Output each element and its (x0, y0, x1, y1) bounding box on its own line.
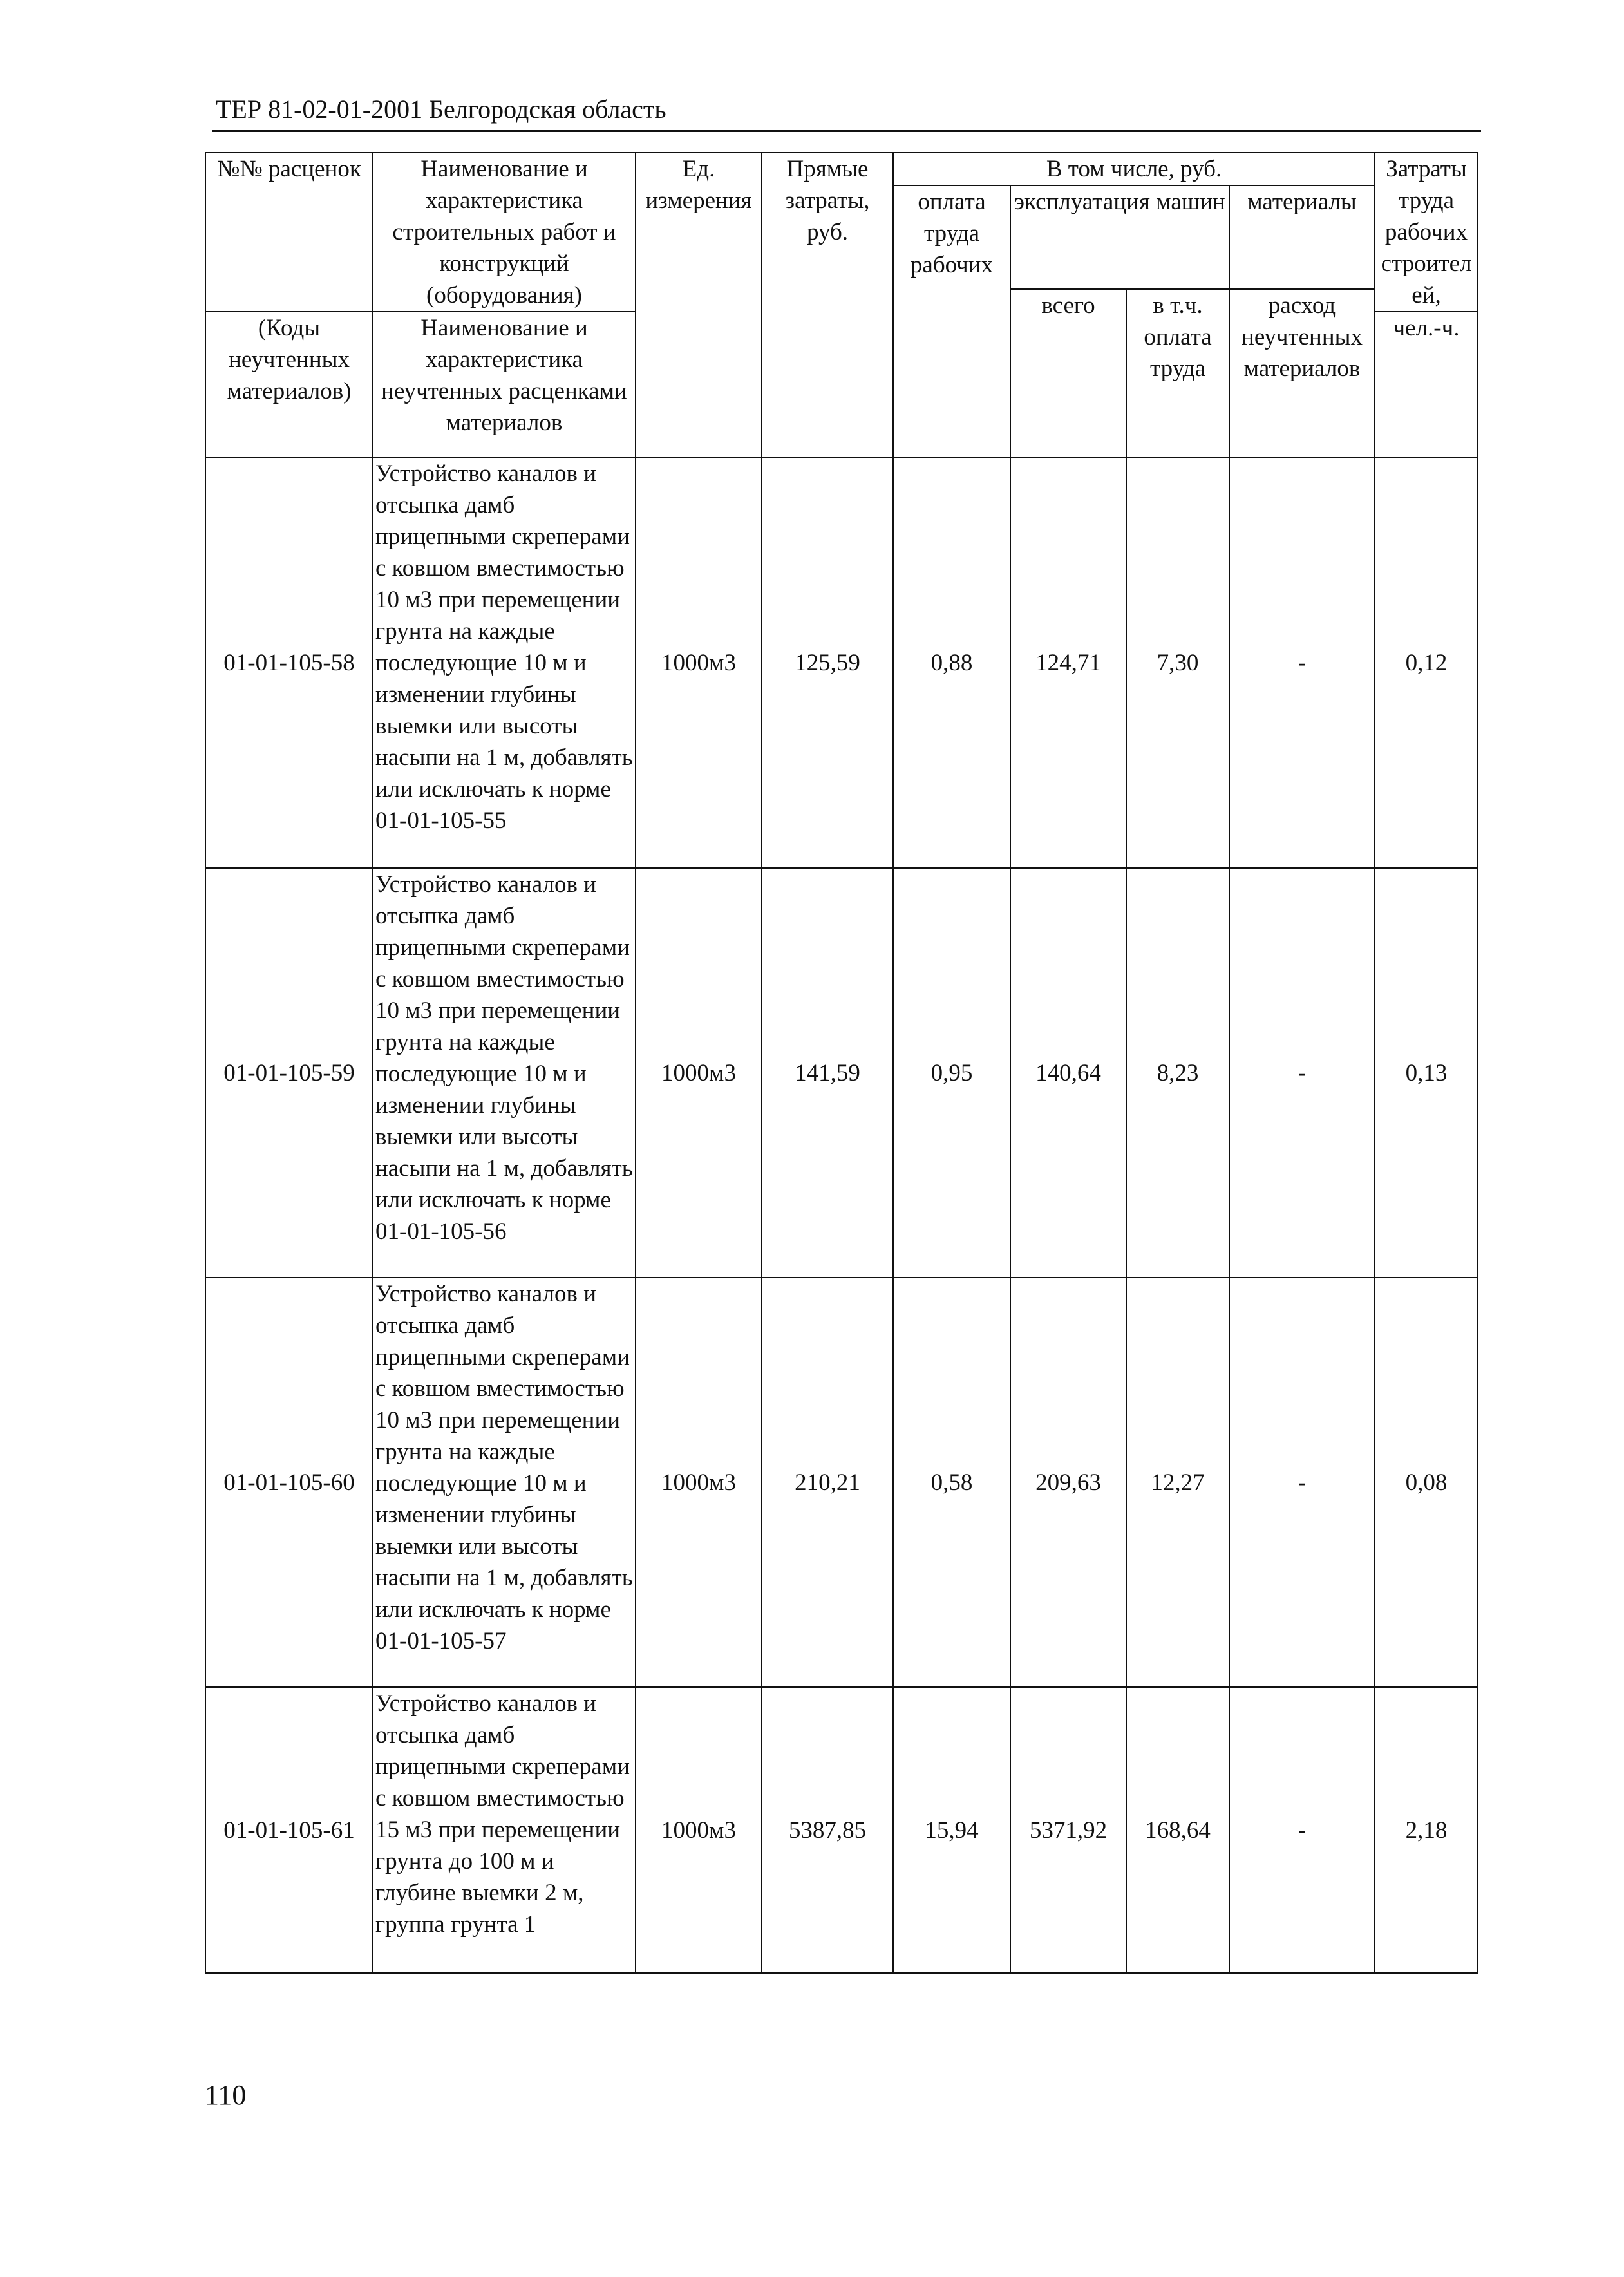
page-header: ТЕР 81-02-01-2001 Белгородская область (216, 95, 666, 124)
materials-cell: - (1229, 1687, 1375, 1973)
description-cell: Устройство каналов и отсыпка дамб прицепными скреперами с ковшом вместимостью 15 м3 при перемещении грунта до 100 м и глубине выемки 2 м, группа грунта 1 (373, 1687, 636, 1973)
materials-cell: - (1229, 868, 1375, 1278)
labor-cost-cell: 2,18 (1375, 1687, 1478, 1973)
direct-costs-cell: 210,21 (762, 1278, 893, 1687)
name-subheading: Наименование и характеристика неучтенных расценками материалов (381, 315, 627, 436)
machine-heading-cell (1010, 185, 1229, 289)
machine-labor-cell: 12,27 (1126, 1278, 1229, 1687)
description-cell: Устройство каналов и отсыпка дамб прицепными скреперами с ковшом вместимостью 10 м3 при перемещении грунта на каждые последующие 10 м и изменении глубины выемки или высоты насыпи на 1 м, добавлять или исключать к норме 01-01-105-57 (373, 1278, 636, 1687)
labor-cost-cell: 0,08 (1375, 1278, 1478, 1687)
labor-cost-cell: 0,13 (1375, 868, 1478, 1278)
machine-labor-cell: 168,64 (1126, 1687, 1229, 1973)
labor-pay-heading: оплата труда рабочих (910, 189, 994, 278)
machine-heading: эксплуатация машин (1014, 189, 1225, 215)
machine-total-cell: 5371,92 (1010, 1687, 1126, 1973)
direct-costs-cell: 5387,85 (762, 1687, 893, 1973)
labor-cost-heading-cell (1375, 153, 1478, 312)
direct-costs-heading-cell (762, 153, 893, 457)
code-heading: №№ расценок (217, 156, 361, 182)
labor-pay-cell: 0,88 (893, 457, 1010, 868)
labor-pay-cell: 0,95 (893, 868, 1010, 1278)
name-heading: Наименование и характеристика строительных работ и конструкций (оборудования) (392, 156, 616, 308)
machine-labor-cell: 7,30 (1126, 457, 1229, 868)
code-cell: 01-01-105-60 (205, 1278, 373, 1687)
machine-total-cell: 209,63 (1010, 1278, 1126, 1687)
code-subheading-cell (205, 312, 373, 457)
code-cell: 01-01-105-59 (205, 868, 373, 1278)
labor-pay-cell: 15,94 (893, 1687, 1010, 1973)
machine-total-heading-cell (1010, 289, 1126, 457)
direct-costs-cell: 141,59 (762, 868, 893, 1278)
description-cell: Устройство каналов и отсыпка дамб прицепными скреперами с ковшом вместимостью 10 м3 при перемещении грунта на каждые последующие 10 м и изменении глубины выемки или высоты насыпи на 1 м, добавлять или исключать к норме 01-01-105-56 (373, 868, 636, 1278)
materials-subheading-cell (1229, 289, 1375, 457)
header-rule (212, 130, 1481, 132)
rates-table (205, 152, 1478, 1974)
unit-heading-cell (636, 153, 762, 457)
table-row (205, 868, 1478, 1278)
table-row (205, 1278, 1478, 1687)
materials-heading: материалы (1247, 189, 1357, 215)
labor-pay-heading-cell (893, 185, 1010, 457)
unit-cell: 1000м3 (636, 868, 762, 1278)
code-subheading: (Коды неучтенных материалов) (227, 315, 352, 404)
machine-total-heading: всего (1041, 292, 1095, 319)
labor-pay-cell: 0,58 (893, 1278, 1010, 1687)
direct-costs-cell: 125,59 (762, 457, 893, 868)
including-heading-cell (893, 153, 1375, 185)
table-row (205, 1687, 1478, 1973)
unit-heading: Ед. измерения (645, 156, 752, 214)
table-row (205, 457, 1478, 868)
machine-labor-cell: 8,23 (1126, 868, 1229, 1278)
labor-cost-heading: Затраты труда рабочих строителей, (1381, 156, 1472, 308)
page-number: 110 (205, 2079, 247, 2111)
materials-cell: - (1229, 457, 1375, 868)
machine-labor-heading-cell (1126, 289, 1229, 457)
including-heading: В том числе, руб. (1046, 156, 1222, 182)
materials-cell: - (1229, 1278, 1375, 1687)
description-cell: Устройство каналов и отсыпка дамб прицепными скреперами с ковшом вместимостью 10 м3 при перемещении грунта на каждые последующие 10 м и изменении глубины выемки или высоты насыпи на 1 м, добавлять или исключать к норме 01-01-105-55 (373, 457, 636, 868)
code-heading-cell (205, 153, 373, 312)
labor-cost-unit-cell (1375, 312, 1478, 457)
name-heading-cell (373, 153, 636, 312)
machine-labor-heading: в т.ч. оплата труда (1144, 292, 1212, 382)
labor-cost-cell: 0,12 (1375, 457, 1478, 868)
unit-cell: 1000м3 (636, 1278, 762, 1687)
code-cell: 01-01-105-58 (205, 457, 373, 868)
unit-cell: 1000м3 (636, 1687, 762, 1973)
code-cell: 01-01-105-61 (205, 1687, 373, 1973)
unit-cell: 1000м3 (636, 457, 762, 868)
name-subheading-cell (373, 312, 636, 457)
materials-subheading: расход неучтенных материалов (1242, 292, 1363, 382)
machine-total-cell: 140,64 (1010, 868, 1126, 1278)
table-header-row-1 (205, 153, 1478, 185)
labor-cost-unit: чел.-ч. (1393, 315, 1460, 341)
machine-total-cell: 124,71 (1010, 457, 1126, 868)
materials-heading-cell (1229, 185, 1375, 289)
direct-costs-heading: Прямые затраты, руб. (785, 156, 870, 245)
